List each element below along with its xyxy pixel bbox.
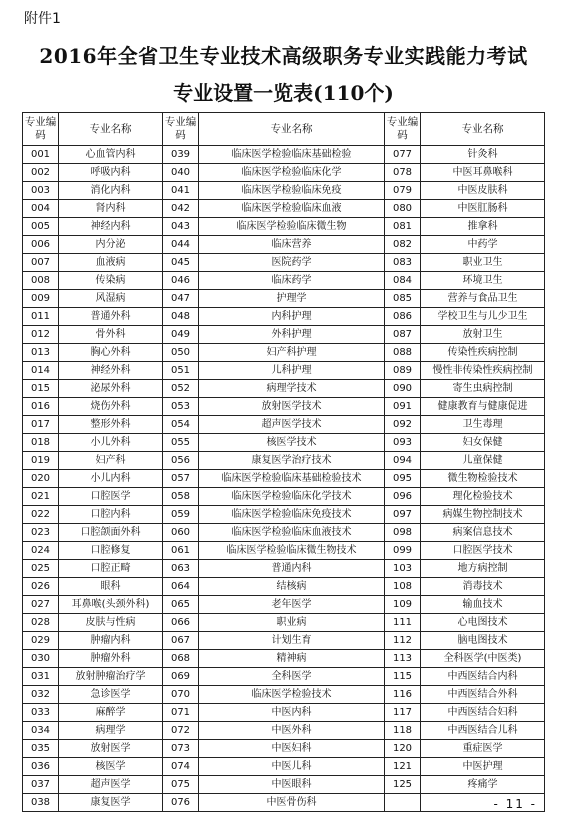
specialty-name: 环境卫生 (421, 272, 545, 290)
specialty-name: 肿瘤内科 (59, 632, 163, 650)
specialty-name: 中医儿科 (199, 758, 385, 776)
specialty-code: 007 (23, 254, 59, 272)
specialty-code: 026 (23, 578, 59, 596)
specialty-name: 中医皮肤科 (421, 182, 545, 200)
specialty-code: 003 (23, 182, 59, 200)
specialty-name: 神经外科 (59, 362, 163, 380)
specialty-code: 117 (385, 704, 421, 722)
specialty-name: 普通外科 (59, 308, 163, 326)
specialty-code: 056 (163, 452, 199, 470)
specialty-code: 053 (163, 398, 199, 416)
specialty-name: 儿科护理 (199, 362, 385, 380)
specialty-name: 麻醉学 (59, 704, 163, 722)
specialty-name: 地方病控制 (421, 560, 545, 578)
specialty-name: 放射卫生 (421, 326, 545, 344)
specialty-code: 011 (23, 308, 59, 326)
specialty-name: 口腔医学 (59, 488, 163, 506)
specialty-name: 放射医学 (59, 740, 163, 758)
table-row (23, 578, 545, 596)
specialty-name: 中医内科 (199, 704, 385, 722)
specialty-name: 儿童保健 (421, 452, 545, 470)
table-row (23, 398, 545, 416)
table-row (23, 182, 545, 200)
table-row (23, 614, 545, 632)
specialty-code: 063 (163, 560, 199, 578)
specialty-code: 021 (23, 488, 59, 506)
table-row (23, 740, 545, 758)
specialty-name: 输血技术 (421, 596, 545, 614)
specialty-name: 心电图技术 (421, 614, 545, 632)
specialty-name: 重症医学 (421, 740, 545, 758)
specialty-name: 健康教育与健康促进 (421, 398, 545, 416)
specialty-name: 肿瘤外科 (59, 650, 163, 668)
header-name: 专业名称 (421, 113, 545, 146)
attachment-label: 附件1 (24, 11, 61, 27)
specialty-name: 老年医学 (199, 596, 385, 614)
specialty-name: 中医肛肠科 (421, 200, 545, 218)
specialty-name: 心血管内科 (59, 146, 163, 164)
specialty-code: 058 (163, 488, 199, 506)
specialty-name: 眼科 (59, 578, 163, 596)
specialty-code: 086 (385, 308, 421, 326)
specialty-name: 康复医学治疗技术 (199, 452, 385, 470)
specialty-name: 中医妇科 (199, 740, 385, 758)
specialty-code: 095 (385, 470, 421, 488)
specialty-name: 临床医学检验临床免疫技术 (199, 506, 385, 524)
specialty-code: 042 (163, 200, 199, 218)
header-name: 专业名称 (199, 113, 385, 146)
specialty-name: 妇女保健 (421, 434, 545, 452)
specialty-code (385, 794, 421, 812)
specialty-name: 核医学技术 (199, 434, 385, 452)
specialty-code: 099 (385, 542, 421, 560)
table-row (23, 326, 545, 344)
specialty-code: 050 (163, 344, 199, 362)
specialty-code: 078 (385, 164, 421, 182)
specialty-code: 070 (163, 686, 199, 704)
specialty-code: 032 (23, 686, 59, 704)
specialty-code: 054 (163, 416, 199, 434)
document-title: 2016年全省卫生专业技术高级职务专业实践能力考试 (39, 44, 528, 68)
table-row (23, 146, 545, 164)
specialty-code: 108 (385, 578, 421, 596)
specialty-code: 065 (163, 596, 199, 614)
specialty-name: 卫生毒理 (421, 416, 545, 434)
table-body (23, 146, 545, 812)
table-row (23, 650, 545, 668)
specialty-code: 059 (163, 506, 199, 524)
specialty-code: 092 (385, 416, 421, 434)
table-row (23, 236, 545, 254)
specialty-name: 护理学 (199, 290, 385, 308)
table-row (23, 344, 545, 362)
specialty-name: 临床医学检验临床微生物 (199, 218, 385, 236)
specialty-code: 029 (23, 632, 59, 650)
specialty-code: 071 (163, 704, 199, 722)
specialty-code: 068 (163, 650, 199, 668)
specialty-code: 093 (385, 434, 421, 452)
specialty-name: 骨外科 (59, 326, 163, 344)
specialty-name: 推拿科 (421, 218, 545, 236)
specialty-name: 营养与食品卫生 (421, 290, 545, 308)
specialty-code: 002 (23, 164, 59, 182)
specialty-name: 精神病 (199, 650, 385, 668)
specialty-code: 043 (163, 218, 199, 236)
specialty-name: 临床医学检验临床基础检验 (199, 146, 385, 164)
specialty-name: 小儿外科 (59, 434, 163, 452)
specialty-name: 针灸科 (421, 146, 545, 164)
specialty-name: 肾内科 (59, 200, 163, 218)
specialty-code: 080 (385, 200, 421, 218)
specialty-name: 妇产科 (59, 452, 163, 470)
specialty-name: 临床医学检验临床基础检验技术 (199, 470, 385, 488)
specialty-code: 087 (385, 326, 421, 344)
specialty-code: 083 (385, 254, 421, 272)
specialty-code: 091 (385, 398, 421, 416)
table-row (23, 362, 545, 380)
specialty-code: 112 (385, 632, 421, 650)
specialty-name: 中医外科 (199, 722, 385, 740)
table-row (23, 524, 545, 542)
table-header-row (23, 113, 545, 146)
specialty-code: 025 (23, 560, 59, 578)
specialty-table (22, 112, 545, 812)
specialty-code: 088 (385, 344, 421, 362)
specialty-code: 001 (23, 146, 59, 164)
specialty-name: 职业病 (199, 614, 385, 632)
specialty-code: 082 (385, 236, 421, 254)
specialty-name: 病案信息技术 (421, 524, 545, 542)
specialty-name: 口腔颌面外科 (59, 524, 163, 542)
table-row (23, 218, 545, 236)
specialty-code: 047 (163, 290, 199, 308)
specialty-code: 027 (23, 596, 59, 614)
specialty-name: 临床医学检验临床血液技术 (199, 524, 385, 542)
specialty-name: 神经内科 (59, 218, 163, 236)
specialty-name: 中医耳鼻喉科 (421, 164, 545, 182)
specialty-code: 041 (163, 182, 199, 200)
specialty-name: 急诊医学 (59, 686, 163, 704)
specialty-code: 014 (23, 362, 59, 380)
specialty-name: 病理学技术 (199, 380, 385, 398)
specialty-code: 024 (23, 542, 59, 560)
specialty-name: 核医学 (59, 758, 163, 776)
specialty-name: 中西医结合妇科 (421, 704, 545, 722)
specialty-code: 098 (385, 524, 421, 542)
table-row (23, 722, 545, 740)
table-row (23, 596, 545, 614)
header-code: 专业编码 (385, 113, 421, 146)
specialty-name: 耳鼻喉(头颈外科) (59, 596, 163, 614)
page-number: - 11 - (493, 797, 537, 811)
table-row (23, 560, 545, 578)
specialty-code: 004 (23, 200, 59, 218)
table-row (23, 686, 545, 704)
specialty-code: 067 (163, 632, 199, 650)
specialty-code: 060 (163, 524, 199, 542)
specialty-code: 113 (385, 650, 421, 668)
specialty-name: 血液病 (59, 254, 163, 272)
table-row (23, 470, 545, 488)
specialty-name: 中药学 (421, 236, 545, 254)
specialty-code: 109 (385, 596, 421, 614)
specialty-code: 066 (163, 614, 199, 632)
specialty-name: 妇产科护理 (199, 344, 385, 362)
specialty-name: 风湿病 (59, 290, 163, 308)
specialty-name: 医院药学 (199, 254, 385, 272)
specialty-name: 小儿内科 (59, 470, 163, 488)
specialty-code: 081 (385, 218, 421, 236)
specialty-name: 病媒生物控制技术 (421, 506, 545, 524)
specialty-code: 051 (163, 362, 199, 380)
specialty-name: 慢性非传染性疾病控制 (421, 362, 545, 380)
specialty-code: 008 (23, 272, 59, 290)
specialty-code: 016 (23, 398, 59, 416)
specialty-code: 072 (163, 722, 199, 740)
specialty-code: 013 (23, 344, 59, 362)
specialty-code: 057 (163, 470, 199, 488)
specialty-code: 022 (23, 506, 59, 524)
specialty-name: 整形外科 (59, 416, 163, 434)
specialty-name: 消化内科 (59, 182, 163, 200)
specialty-name: 结核病 (199, 578, 385, 596)
specialty-code: 069 (163, 668, 199, 686)
specialty-code: 097 (385, 506, 421, 524)
specialty-name: 微生物检验技术 (421, 470, 545, 488)
specialty-code: 074 (163, 758, 199, 776)
table-row (23, 488, 545, 506)
table-row (23, 758, 545, 776)
specialty-code: 049 (163, 326, 199, 344)
specialty-code: 020 (23, 470, 59, 488)
specialty-code: 115 (385, 668, 421, 686)
table-row (23, 380, 545, 398)
table-row (23, 506, 545, 524)
table-row (23, 434, 545, 452)
specialty-name: 消毒技术 (421, 578, 545, 596)
specialty-code: 045 (163, 254, 199, 272)
specialty-code: 052 (163, 380, 199, 398)
specialty-code: 023 (23, 524, 59, 542)
specialty-code: 030 (23, 650, 59, 668)
specialty-code: 118 (385, 722, 421, 740)
specialty-name: 病理学 (59, 722, 163, 740)
specialty-name: 职业卫生 (421, 254, 545, 272)
specialty-name: 泌尿外科 (59, 380, 163, 398)
specialty-code: 005 (23, 218, 59, 236)
specialty-name: 寄生虫病控制 (421, 380, 545, 398)
specialty-name: 口腔医学技术 (421, 542, 545, 560)
specialty-name: 放射医学技术 (199, 398, 385, 416)
specialty-name: 临床医学检验临床血液 (199, 200, 385, 218)
specialty-name: 疼痛学 (421, 776, 545, 794)
specialty-code: 103 (385, 560, 421, 578)
specialty-name: 全科医学(中医类) (421, 650, 545, 668)
specialty-name: 计划生育 (199, 632, 385, 650)
specialty-name: 中西医结合内科 (421, 668, 545, 686)
table-row (23, 308, 545, 326)
specialty-code: 048 (163, 308, 199, 326)
specialty-code: 040 (163, 164, 199, 182)
table-row (23, 794, 545, 812)
specialty-code: 012 (23, 326, 59, 344)
header-name: 专业名称 (59, 113, 163, 146)
specialty-code: 061 (163, 542, 199, 560)
specialty-code: 120 (385, 740, 421, 758)
specialty-code: 116 (385, 686, 421, 704)
specialty-name: 康复医学 (59, 794, 163, 812)
specialty-code: 017 (23, 416, 59, 434)
specialty-code: 028 (23, 614, 59, 632)
specialty-name: 中西医结合儿科 (421, 722, 545, 740)
specialty-code: 064 (163, 578, 199, 596)
specialty-name: 放射肿瘤治疗学 (59, 668, 163, 686)
specialty-code: 034 (23, 722, 59, 740)
specialty-name: 临床医学检验临床微生物技术 (199, 542, 385, 560)
specialty-name: 理化检验技术 (421, 488, 545, 506)
specialty-code: 044 (163, 236, 199, 254)
specialty-name: 皮肤与性病 (59, 614, 163, 632)
specialty-name: 传染病 (59, 272, 163, 290)
specialty-name: 内分泌 (59, 236, 163, 254)
specialty-code: 037 (23, 776, 59, 794)
specialty-code: 009 (23, 290, 59, 308)
specialty-name: 临床营养 (199, 236, 385, 254)
specialty-code: 006 (23, 236, 59, 254)
specialty-code: 018 (23, 434, 59, 452)
table-row (23, 254, 545, 272)
specialty-code: 019 (23, 452, 59, 470)
header-code: 专业编码 (163, 113, 199, 146)
specialty-code: 096 (385, 488, 421, 506)
specialty-name: 胸心外科 (59, 344, 163, 362)
specialty-name: 中西医结合外科 (421, 686, 545, 704)
document-subtitle: 专业设置一览表(110个) (173, 81, 394, 105)
specialty-code: 015 (23, 380, 59, 398)
specialty-code: 121 (385, 758, 421, 776)
specialty-name: 口腔正畸 (59, 560, 163, 578)
specialty-name: 口腔修复 (59, 542, 163, 560)
specialty-name: 临床医学检验临床化学 (199, 164, 385, 182)
table-row (23, 272, 545, 290)
specialty-code: 033 (23, 704, 59, 722)
table-row (23, 416, 545, 434)
specialty-name: 呼吸内科 (59, 164, 163, 182)
specialty-name: 外科护理 (199, 326, 385, 344)
specialty-name: 中医骨伤科 (199, 794, 385, 812)
specialty-code: 046 (163, 272, 199, 290)
table-row (23, 776, 545, 794)
specialty-code: 039 (163, 146, 199, 164)
specialty-name: 临床医学检验技术 (199, 686, 385, 704)
specialty-code: 075 (163, 776, 199, 794)
specialty-code: 079 (385, 182, 421, 200)
table-row (23, 164, 545, 182)
specialty-code: 111 (385, 614, 421, 632)
specialty-name: 临床药学 (199, 272, 385, 290)
table-row (23, 632, 545, 650)
specialty-name: 学校卫生与儿少卫生 (421, 308, 545, 326)
specialty-code: 090 (385, 380, 421, 398)
specialty-code: 094 (385, 452, 421, 470)
specialty-name: 口腔内科 (59, 506, 163, 524)
specialty-name: 脑电图技术 (421, 632, 545, 650)
specialty-name: 临床医学检验临床化学技术 (199, 488, 385, 506)
table-row (23, 290, 545, 308)
specialty-name: 中医护理 (421, 758, 545, 776)
specialty-name: 全科医学 (199, 668, 385, 686)
specialty-code: 031 (23, 668, 59, 686)
table-row (23, 452, 545, 470)
specialty-name: 超声医学 (59, 776, 163, 794)
specialty-code: 036 (23, 758, 59, 776)
table-row (23, 668, 545, 686)
specialty-code: 073 (163, 740, 199, 758)
specialty-name: 中医眼科 (199, 776, 385, 794)
specialty-name: 临床医学检验临床免疫 (199, 182, 385, 200)
specialty-code: 085 (385, 290, 421, 308)
table-row (23, 542, 545, 560)
specialty-name: 普通内科 (199, 560, 385, 578)
specialty-code: 077 (385, 146, 421, 164)
table-row (23, 704, 545, 722)
table-row (23, 200, 545, 218)
specialty-name: 传染性疾病控制 (421, 344, 545, 362)
specialty-code: 035 (23, 740, 59, 758)
header-code: 专业编码 (23, 113, 59, 146)
specialty-code: 055 (163, 434, 199, 452)
specialty-code: 084 (385, 272, 421, 290)
specialty-code: 125 (385, 776, 421, 794)
specialty-code: 089 (385, 362, 421, 380)
specialty-name: 超声医学技术 (199, 416, 385, 434)
specialty-code: 038 (23, 794, 59, 812)
specialty-name: 烧伤外科 (59, 398, 163, 416)
specialty-name: 内科护理 (199, 308, 385, 326)
specialty-code: 076 (163, 794, 199, 812)
